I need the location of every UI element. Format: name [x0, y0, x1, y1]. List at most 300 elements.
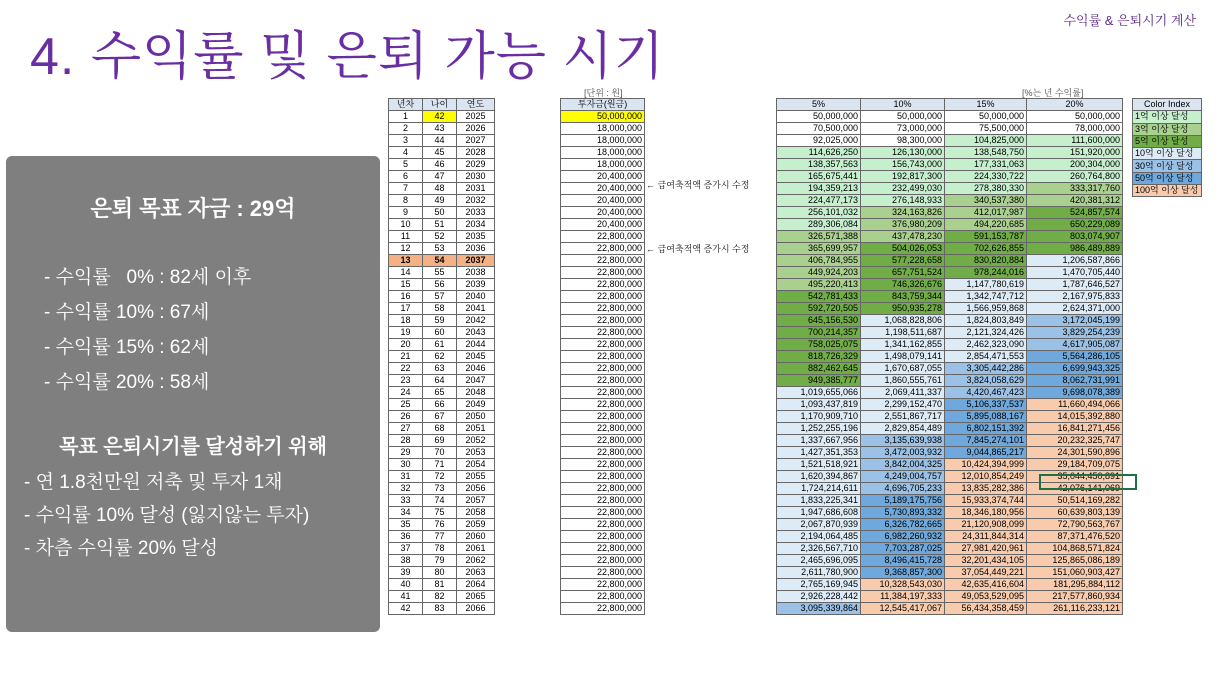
rate-value-cell[interactable]: 950,935,278 [861, 303, 945, 315]
rate-value-cell[interactable]: 151,920,000 [1027, 147, 1123, 159]
year-index-cell[interactable]: 23 [389, 375, 423, 387]
rate-value-cell[interactable]: 138,548,750 [945, 147, 1027, 159]
year-cell[interactable]: 2039 [457, 279, 495, 291]
rate-value-cell[interactable]: 35,044,450,891 [1027, 471, 1123, 483]
rate-value-cell[interactable]: 6,699,943,325 [1027, 363, 1123, 375]
invest-cell[interactable]: 20,400,000 [561, 171, 645, 183]
rate-value-cell[interactable]: 949,385,777 [777, 375, 861, 387]
rate-value-cell[interactable]: 577,228,658 [861, 255, 945, 267]
year-index-cell[interactable]: 27 [389, 423, 423, 435]
rate-value-cell[interactable]: 224,330,722 [945, 171, 1027, 183]
rate-value-cell[interactable]: 494,220,685 [945, 219, 1027, 231]
invest-cell[interactable]: 22,800,000 [561, 483, 645, 495]
age-cell[interactable]: 45 [423, 147, 457, 159]
rates-table[interactable] [776, 98, 1123, 615]
rate-value-cell[interactable]: 978,244,016 [945, 267, 1027, 279]
rate-value-cell[interactable]: 437,478,230 [861, 231, 945, 243]
year-index-cell[interactable]: 7 [389, 183, 423, 195]
rate-value-cell[interactable]: 37,054,449,221 [945, 567, 1027, 579]
rate-value-cell[interactable]: 495,220,413 [777, 279, 861, 291]
year-cell[interactable]: 2040 [457, 291, 495, 303]
year-cell[interactable]: 2064 [457, 579, 495, 591]
rate-value-cell[interactable]: 657,751,524 [861, 267, 945, 279]
invest-cell[interactable]: 22,800,000 [561, 243, 645, 255]
rate-value-cell[interactable]: 5,189,175,756 [861, 495, 945, 507]
age-cell[interactable]: 58 [423, 303, 457, 315]
age-cell[interactable]: 75 [423, 507, 457, 519]
rate-value-cell[interactable]: 50,000,000 [777, 111, 861, 123]
rate-value-cell[interactable]: 42,635,416,604 [945, 579, 1027, 591]
rate-value-cell[interactable]: 333,317,760 [1027, 183, 1123, 195]
age-cell[interactable]: 43 [423, 123, 457, 135]
age-cell[interactable]: 57 [423, 291, 457, 303]
rate-value-cell[interactable]: 1,206,587,866 [1027, 255, 1123, 267]
rate-value-cell[interactable]: 200,304,000 [1027, 159, 1123, 171]
rate-value-cell[interactable]: 1,833,225,341 [777, 495, 861, 507]
rate-value-cell[interactable]: 73,000,000 [861, 123, 945, 135]
age-cell[interactable]: 54 [423, 255, 457, 267]
rate-value-cell[interactable]: 10,328,543,030 [861, 579, 945, 591]
rate-value-cell[interactable]: 75,500,000 [945, 123, 1027, 135]
year-index-cell[interactable]: 24 [389, 387, 423, 399]
rate-value-cell[interactable]: 9,044,865,217 [945, 447, 1027, 459]
rate-value-cell[interactable]: 5,730,893,332 [861, 507, 945, 519]
year-cell[interactable]: 2046 [457, 363, 495, 375]
rate-value-cell[interactable]: 16,841,271,456 [1027, 423, 1123, 435]
rate-value-cell[interactable]: 126,130,000 [861, 147, 945, 159]
rate-value-cell[interactable]: 20,232,325,747 [1027, 435, 1123, 447]
age-cell[interactable]: 50 [423, 207, 457, 219]
invest-cell[interactable]: 22,800,000 [561, 267, 645, 279]
year-index-cell[interactable]: 36 [389, 531, 423, 543]
year-index-cell[interactable]: 14 [389, 267, 423, 279]
year-index-cell[interactable]: 2 [389, 123, 423, 135]
year-index-cell[interactable]: 3 [389, 135, 423, 147]
year-index-cell[interactable]: 11 [389, 231, 423, 243]
year-index-cell[interactable]: 12 [389, 243, 423, 255]
rate-value-cell[interactable]: 2,926,228,442 [777, 591, 861, 603]
rate-value-cell[interactable]: 3,842,004,325 [861, 459, 945, 471]
rate-value-cell[interactable]: 156,743,000 [861, 159, 945, 171]
rate-value-cell[interactable]: 2,326,567,710 [777, 543, 861, 555]
rate-value-cell[interactable]: 9,698,078,389 [1027, 387, 1123, 399]
age-cell[interactable]: 47 [423, 171, 457, 183]
invest-cell[interactable]: 22,800,000 [561, 567, 645, 579]
year-cell[interactable]: 2030 [457, 171, 495, 183]
rate-value-cell[interactable]: 591,153,787 [945, 231, 1027, 243]
rate-value-cell[interactable]: 340,537,380 [945, 195, 1027, 207]
rate-value-cell[interactable]: 2,069,411,337 [861, 387, 945, 399]
rate-value-cell[interactable]: 4,617,905,087 [1027, 339, 1123, 351]
rate-value-cell[interactable]: 50,514,169,282 [1027, 495, 1123, 507]
invest-cell[interactable]: 22,800,000 [561, 363, 645, 375]
rate-value-cell[interactable]: 42,076,141,069 [1027, 483, 1123, 495]
year-index-cell[interactable]: 16 [389, 291, 423, 303]
rate-value-cell[interactable]: 1,860,555,761 [861, 375, 945, 387]
invest-cell[interactable]: 22,800,000 [561, 555, 645, 567]
rate-value-cell[interactable]: 6,802,151,392 [945, 423, 1027, 435]
rate-value-cell[interactable]: 24,311,844,314 [945, 531, 1027, 543]
rate-value-cell[interactable]: 2,299,152,470 [861, 399, 945, 411]
year-cell[interactable]: 2058 [457, 507, 495, 519]
age-cell[interactable]: 67 [423, 411, 457, 423]
rate-value-cell[interactable]: 6,326,782,665 [861, 519, 945, 531]
rate-value-cell[interactable]: 256,101,032 [777, 207, 861, 219]
invest-cell[interactable]: 22,800,000 [561, 459, 645, 471]
year-index-cell[interactable]: 18 [389, 315, 423, 327]
year-index-cell[interactable]: 32 [389, 483, 423, 495]
year-cell[interactable]: 2033 [457, 207, 495, 219]
year-cell[interactable]: 2042 [457, 315, 495, 327]
rate-value-cell[interactable]: 986,489,889 [1027, 243, 1123, 255]
year-cell[interactable]: 2049 [457, 399, 495, 411]
year-index-cell[interactable]: 15 [389, 279, 423, 291]
rate-value-cell[interactable]: 3,135,639,938 [861, 435, 945, 447]
invest-cell[interactable]: 22,800,000 [561, 471, 645, 483]
rate-value-cell[interactable]: 524,857,574 [1027, 207, 1123, 219]
year-cell[interactable]: 2052 [457, 435, 495, 447]
year-index-cell[interactable]: 17 [389, 303, 423, 315]
rate-value-cell[interactable]: 420,381,312 [1027, 195, 1123, 207]
rate-value-cell[interactable]: 645,156,530 [777, 315, 861, 327]
year-cell[interactable]: 2050 [457, 411, 495, 423]
spreadsheet[interactable] [388, 86, 1206, 684]
rate-value-cell[interactable]: 542,781,433 [777, 291, 861, 303]
rate-value-cell[interactable]: 365,699,957 [777, 243, 861, 255]
invest-table[interactable] [560, 98, 645, 615]
rate-value-cell[interactable]: 278,380,330 [945, 183, 1027, 195]
rate-value-cell[interactable]: 818,726,329 [777, 351, 861, 363]
rate-value-cell[interactable]: 702,626,855 [945, 243, 1027, 255]
rate-value-cell[interactable]: 1,824,803,849 [945, 315, 1027, 327]
age-cell[interactable]: 60 [423, 327, 457, 339]
rate-value-cell[interactable]: 125,865,086,189 [1027, 555, 1123, 567]
age-cell[interactable]: 68 [423, 423, 457, 435]
rate-value-cell[interactable]: 2,067,870,939 [777, 519, 861, 531]
invest-cell[interactable]: 20,400,000 [561, 219, 645, 231]
rate-value-cell[interactable]: 10,424,394,999 [945, 459, 1027, 471]
rate-value-cell[interactable]: 1,427,351,353 [777, 447, 861, 459]
year-cell[interactable]: 2028 [457, 147, 495, 159]
rate-value-cell[interactable]: 138,357,563 [777, 159, 861, 171]
invest-cell[interactable]: 22,800,000 [561, 291, 645, 303]
rate-value-cell[interactable]: 32,201,434,105 [945, 555, 1027, 567]
invest-cell[interactable]: 22,800,000 [561, 231, 645, 243]
year-cell[interactable]: 2061 [457, 543, 495, 555]
rate-value-cell[interactable]: 8,496,415,728 [861, 555, 945, 567]
rate-value-cell[interactable]: 5,106,337,537 [945, 399, 1027, 411]
rate-value-cell[interactable]: 87,371,476,520 [1027, 531, 1123, 543]
year-index-cell[interactable]: 9 [389, 207, 423, 219]
year-cell[interactable]: 2063 [457, 567, 495, 579]
rate-value-cell[interactable]: 4,249,004,757 [861, 471, 945, 483]
invest-cell[interactable]: 22,800,000 [561, 507, 645, 519]
year-index-cell[interactable]: 4 [389, 147, 423, 159]
invest-cell[interactable]: 22,800,000 [561, 387, 645, 399]
rate-value-cell[interactable]: 406,784,955 [777, 255, 861, 267]
age-cell[interactable]: 62 [423, 351, 457, 363]
rate-value-cell[interactable]: 1,787,646,527 [1027, 279, 1123, 291]
rate-value-cell[interactable]: 803,074,907 [1027, 231, 1123, 243]
age-cell[interactable]: 53 [423, 243, 457, 255]
rate-value-cell[interactable]: 9,368,857,300 [861, 567, 945, 579]
year-index-cell[interactable]: 10 [389, 219, 423, 231]
age-cell[interactable]: 55 [423, 267, 457, 279]
rate-value-cell[interactable]: 326,571,388 [777, 231, 861, 243]
rate-value-cell[interactable]: 1,068,828,806 [861, 315, 945, 327]
year-index-cell[interactable]: 30 [389, 459, 423, 471]
rate-value-cell[interactable]: 50,000,000 [861, 111, 945, 123]
invest-cell[interactable]: 18,000,000 [561, 123, 645, 135]
year-index-cell[interactable]: 26 [389, 411, 423, 423]
year-cell[interactable]: 2034 [457, 219, 495, 231]
rate-value-cell[interactable]: 72,790,563,767 [1027, 519, 1123, 531]
year-index-cell[interactable]: 21 [389, 351, 423, 363]
age-cell[interactable]: 83 [423, 603, 457, 615]
year-cell[interactable]: 2045 [457, 351, 495, 363]
age-cell[interactable]: 46 [423, 159, 457, 171]
invest-cell[interactable]: 22,800,000 [561, 579, 645, 591]
rate-value-cell[interactable]: 700,214,357 [777, 327, 861, 339]
age-cell[interactable]: 51 [423, 219, 457, 231]
age-cell[interactable]: 69 [423, 435, 457, 447]
year-cell[interactable]: 2043 [457, 327, 495, 339]
rate-value-cell[interactable]: 1,521,518,921 [777, 459, 861, 471]
rate-value-cell[interactable]: 49,053,529,095 [945, 591, 1027, 603]
invest-cell[interactable]: 22,800,000 [561, 603, 645, 615]
rate-value-cell[interactable]: 12,010,854,249 [945, 471, 1027, 483]
rate-value-cell[interactable]: 1,947,686,608 [777, 507, 861, 519]
year-cell[interactable]: 2048 [457, 387, 495, 399]
rate-value-cell[interactable]: 650,229,089 [1027, 219, 1123, 231]
rate-value-cell[interactable]: 70,500,000 [777, 123, 861, 135]
year-cell[interactable]: 2025 [457, 111, 495, 123]
age-cell[interactable]: 63 [423, 363, 457, 375]
selected-cell[interactable] [1039, 474, 1137, 490]
rate-value-cell[interactable]: 8,062,731,991 [1027, 375, 1123, 387]
age-cell[interactable]: 52 [423, 231, 457, 243]
invest-cell[interactable]: 20,400,000 [561, 195, 645, 207]
rate-value-cell[interactable]: 3,095,339,864 [777, 603, 861, 615]
rate-value-cell[interactable]: 830,820,884 [945, 255, 1027, 267]
age-cell[interactable]: 73 [423, 483, 457, 495]
invest-cell[interactable]: 22,800,000 [561, 435, 645, 447]
year-index-cell[interactable]: 22 [389, 363, 423, 375]
invest-cell[interactable]: 22,800,000 [561, 423, 645, 435]
year-cell[interactable]: 2038 [457, 267, 495, 279]
rate-value-cell[interactable]: 181,295,884,112 [1027, 579, 1123, 591]
year-index-cell[interactable]: 6 [389, 171, 423, 183]
rate-value-cell[interactable]: 289,306,084 [777, 219, 861, 231]
year-cell[interactable]: 2044 [457, 339, 495, 351]
rate-value-cell[interactable]: 3,472,003,932 [861, 447, 945, 459]
invest-cell[interactable]: 22,800,000 [561, 519, 645, 531]
rate-value-cell[interactable]: 194,359,213 [777, 183, 861, 195]
invest-cell[interactable]: 22,800,000 [561, 303, 645, 315]
rate-value-cell[interactable]: 232,499,030 [861, 183, 945, 195]
rate-value-cell[interactable]: 2,462,323,090 [945, 339, 1027, 351]
year-cell[interactable]: 2035 [457, 231, 495, 243]
age-cell[interactable]: 79 [423, 555, 457, 567]
rate-value-cell[interactable]: 50,000,000 [945, 111, 1027, 123]
age-cell[interactable]: 64 [423, 375, 457, 387]
rate-value-cell[interactable]: 1,252,255,196 [777, 423, 861, 435]
rate-value-cell[interactable]: 1,724,214,611 [777, 483, 861, 495]
year-index-cell[interactable]: 8 [389, 195, 423, 207]
invest-cell[interactable]: 22,800,000 [561, 531, 645, 543]
year-cell[interactable]: 2062 [457, 555, 495, 567]
rate-value-cell[interactable]: 111,600,000 [1027, 135, 1123, 147]
year-index-cell[interactable]: 42 [389, 603, 423, 615]
rate-value-cell[interactable]: 29,184,709,075 [1027, 459, 1123, 471]
rate-value-cell[interactable]: 412,017,987 [945, 207, 1027, 219]
invest-cell[interactable]: 22,800,000 [561, 399, 645, 411]
year-index-cell[interactable]: 20 [389, 339, 423, 351]
year-cell[interactable]: 2041 [457, 303, 495, 315]
rate-value-cell[interactable]: 104,868,571,824 [1027, 543, 1123, 555]
age-cell[interactable]: 71 [423, 459, 457, 471]
age-cell[interactable]: 72 [423, 471, 457, 483]
rate-value-cell[interactable]: 104,825,000 [945, 135, 1027, 147]
rate-value-cell[interactable]: 2,611,780,900 [777, 567, 861, 579]
rate-value-cell[interactable]: 3,305,442,286 [945, 363, 1027, 375]
age-cell[interactable]: 66 [423, 399, 457, 411]
year-cell[interactable]: 2056 [457, 483, 495, 495]
rate-value-cell[interactable]: 27,981,420,961 [945, 543, 1027, 555]
year-cell[interactable]: 2037 [457, 255, 495, 267]
year-table[interactable] [388, 98, 495, 615]
rate-value-cell[interactable]: 2,854,471,553 [945, 351, 1027, 363]
rate-value-cell[interactable]: 746,326,676 [861, 279, 945, 291]
rate-value-cell[interactable]: 1,620,394,867 [777, 471, 861, 483]
rate-value-cell[interactable]: 5,895,088,167 [945, 411, 1027, 423]
rate-value-cell[interactable]: 1,093,437,819 [777, 399, 861, 411]
age-cell[interactable]: 56 [423, 279, 457, 291]
invest-cell[interactable]: 22,800,000 [561, 543, 645, 555]
invest-cell[interactable]: 18,000,000 [561, 147, 645, 159]
rate-value-cell[interactable]: 1,470,705,440 [1027, 267, 1123, 279]
rate-value-cell[interactable]: 98,300,000 [861, 135, 945, 147]
age-cell[interactable]: 49 [423, 195, 457, 207]
rate-value-cell[interactable]: 324,163,826 [861, 207, 945, 219]
rate-value-cell[interactable]: 192,817,300 [861, 171, 945, 183]
rate-value-cell[interactable]: 217,577,860,934 [1027, 591, 1123, 603]
year-index-cell[interactable]: 13 [389, 255, 423, 267]
age-cell[interactable]: 65 [423, 387, 457, 399]
rate-value-cell[interactable]: 2,194,064,485 [777, 531, 861, 543]
year-cell[interactable]: 2031 [457, 183, 495, 195]
invest-cell[interactable]: 22,800,000 [561, 279, 645, 291]
age-cell[interactable]: 44 [423, 135, 457, 147]
year-index-cell[interactable]: 34 [389, 507, 423, 519]
year-index-cell[interactable]: 40 [389, 579, 423, 591]
rate-value-cell[interactable]: 1,342,747,712 [945, 291, 1027, 303]
age-cell[interactable]: 82 [423, 591, 457, 603]
rate-value-cell[interactable]: 15,933,374,744 [945, 495, 1027, 507]
rate-value-cell[interactable]: 7,845,274,101 [945, 435, 1027, 447]
rate-value-cell[interactable]: 1,670,687,055 [861, 363, 945, 375]
invest-cell[interactable]: 18,000,000 [561, 135, 645, 147]
rate-value-cell[interactable]: 504,026,053 [861, 243, 945, 255]
rate-value-cell[interactable]: 2,121,324,426 [945, 327, 1027, 339]
rate-value-cell[interactable]: 1,498,079,141 [861, 351, 945, 363]
rate-value-cell[interactable]: 3,824,058,629 [945, 375, 1027, 387]
invest-cell[interactable]: 22,800,000 [561, 591, 645, 603]
age-cell[interactable]: 76 [423, 519, 457, 531]
age-cell[interactable]: 48 [423, 183, 457, 195]
age-cell[interactable]: 61 [423, 339, 457, 351]
invest-cell[interactable]: 22,800,000 [561, 351, 645, 363]
rate-value-cell[interactable]: 50,000,000 [1027, 111, 1123, 123]
invest-cell[interactable]: 22,800,000 [561, 339, 645, 351]
invest-cell[interactable]: 22,800,000 [561, 447, 645, 459]
rate-value-cell[interactable]: 1,019,655,066 [777, 387, 861, 399]
age-cell[interactable]: 74 [423, 495, 457, 507]
year-cell[interactable]: 2053 [457, 447, 495, 459]
year-index-cell[interactable]: 28 [389, 435, 423, 447]
year-cell[interactable]: 2029 [457, 159, 495, 171]
rate-value-cell[interactable]: 14,015,392,880 [1027, 411, 1123, 423]
rate-value-cell[interactable]: 1,566,959,868 [945, 303, 1027, 315]
rate-value-cell[interactable]: 758,025,075 [777, 339, 861, 351]
rate-value-cell[interactable]: 2,624,371,000 [1027, 303, 1123, 315]
rate-value-cell[interactable]: 260,764,800 [1027, 171, 1123, 183]
rate-value-cell[interactable]: 1,170,909,710 [777, 411, 861, 423]
rate-value-cell[interactable]: 2,765,169,945 [777, 579, 861, 591]
year-cell[interactable]: 2032 [457, 195, 495, 207]
year-index-cell[interactable]: 35 [389, 519, 423, 531]
rate-value-cell[interactable]: 114,626,250 [777, 147, 861, 159]
rate-value-cell[interactable]: 24,301,590,896 [1027, 447, 1123, 459]
invest-cell[interactable]: 20,400,000 [561, 207, 645, 219]
rate-value-cell[interactable]: 1,337,667,956 [777, 435, 861, 447]
year-cell[interactable]: 2066 [457, 603, 495, 615]
invest-cell[interactable]: 22,800,000 [561, 411, 645, 423]
age-cell[interactable]: 70 [423, 447, 457, 459]
invest-cell[interactable]: 18,000,000 [561, 159, 645, 171]
rate-value-cell[interactable]: 2,829,854,489 [861, 423, 945, 435]
invest-cell[interactable]: 20,400,000 [561, 183, 645, 195]
rate-value-cell[interactable]: 376,980,209 [861, 219, 945, 231]
year-index-cell[interactable]: 29 [389, 447, 423, 459]
rate-value-cell[interactable]: 92,025,000 [777, 135, 861, 147]
age-cell[interactable]: 42 [423, 111, 457, 123]
age-cell[interactable]: 77 [423, 531, 457, 543]
year-cell[interactable]: 2026 [457, 123, 495, 135]
year-cell[interactable]: 2027 [457, 135, 495, 147]
age-cell[interactable]: 59 [423, 315, 457, 327]
rate-value-cell[interactable]: 224,477,173 [777, 195, 861, 207]
rate-value-cell[interactable]: 1,198,511,687 [861, 327, 945, 339]
rate-value-cell[interactable]: 21,120,908,099 [945, 519, 1027, 531]
year-cell[interactable]: 2065 [457, 591, 495, 603]
rate-value-cell[interactable]: 1,147,780,619 [945, 279, 1027, 291]
invest-cell[interactable]: 22,800,000 [561, 495, 645, 507]
year-index-cell[interactable]: 25 [389, 399, 423, 411]
age-cell[interactable]: 78 [423, 543, 457, 555]
invest-cell[interactable]: 22,800,000 [561, 375, 645, 387]
rate-value-cell[interactable]: 4,420,467,423 [945, 387, 1027, 399]
rate-value-cell[interactable]: 13,835,282,386 [945, 483, 1027, 495]
rate-value-cell[interactable]: 449,924,203 [777, 267, 861, 279]
rate-value-cell[interactable]: 882,462,645 [777, 363, 861, 375]
rate-value-cell[interactable]: 2,551,867,717 [861, 411, 945, 423]
age-cell[interactable]: 80 [423, 567, 457, 579]
rate-value-cell[interactable]: 843,759,344 [861, 291, 945, 303]
rate-value-cell[interactable]: 592,720,505 [777, 303, 861, 315]
rate-value-cell[interactable]: 18,346,180,956 [945, 507, 1027, 519]
rate-value-cell[interactable]: 2,465,696,095 [777, 555, 861, 567]
